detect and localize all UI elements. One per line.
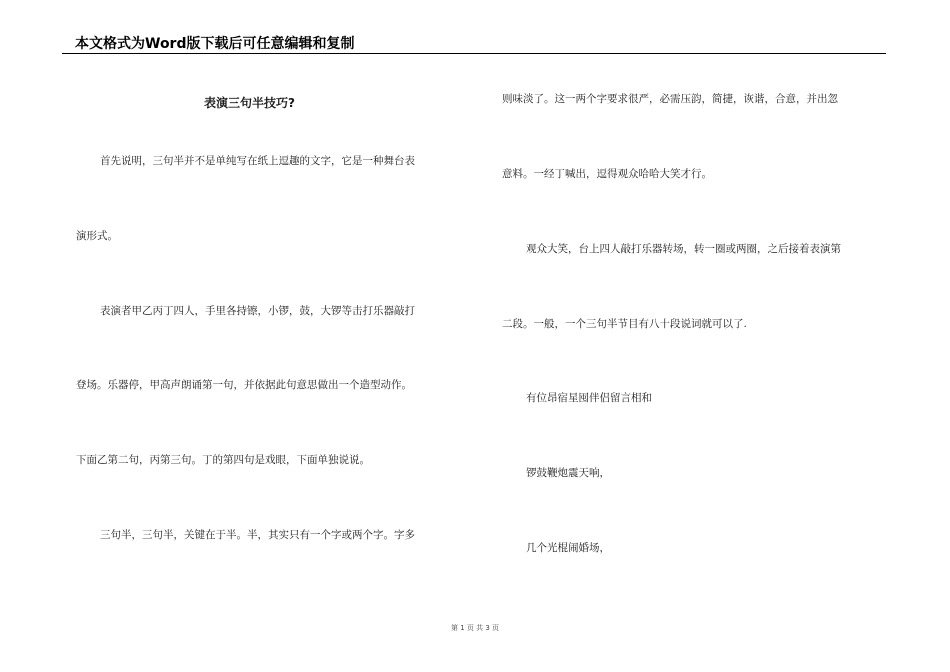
paragraph-line: 锣鼓鞭炮震天响， (526, 467, 610, 479)
paragraph-line: 表演者甲乙丙丁四人，手里各持镲，小锣，鼓，大锣等击打乐器敲打 (100, 305, 415, 317)
paragraph-line: 三句半，三句半，关键在于半。半，其实只有一个字或两个字。字多 (100, 529, 415, 541)
document-title: 表演三句半技巧? (204, 96, 295, 110)
paragraph-line: 演形式。 (76, 230, 118, 242)
paragraph-line: 意料。一经丁喊出，逗得观众哈哈大笑才行。 (502, 168, 712, 180)
paragraph-line: 观众大笑，台上四人敲打乐器转场，转一圈或两圈，之后接着表演第 (526, 243, 841, 255)
paragraph-line: 下面乙第二句，丙第三句。丁的第四句是戏眼，下面单独说说。 (76, 454, 370, 466)
paragraph-line: 有位昂宿星囤伴侣留言相和 (526, 392, 652, 404)
paragraph-line: 几个光棍闹婚场， (526, 542, 610, 554)
paragraph-line: 二段。一般，一个三句半节目有八十段说词就可以了. (502, 318, 747, 330)
paragraph-line: 登场。乐器停，甲高声朗诵第一句，并依据此句意思做出一个造型动作。 (76, 379, 412, 391)
page-footer: 第 1 页 共 3 页 (450, 624, 500, 632)
paragraph-line: 首先说明，三句半并不是单纯写在纸上逗趣的文字，它是一种舞台表 (100, 155, 415, 167)
paragraph-line: 则味淡了。这一两个字要求很严，必需压韵，简捷，诙谐，合意，并出忽 (502, 93, 838, 105)
header-banner: 本文格式为Word版下载后可任意编辑和复制 (75, 36, 355, 52)
